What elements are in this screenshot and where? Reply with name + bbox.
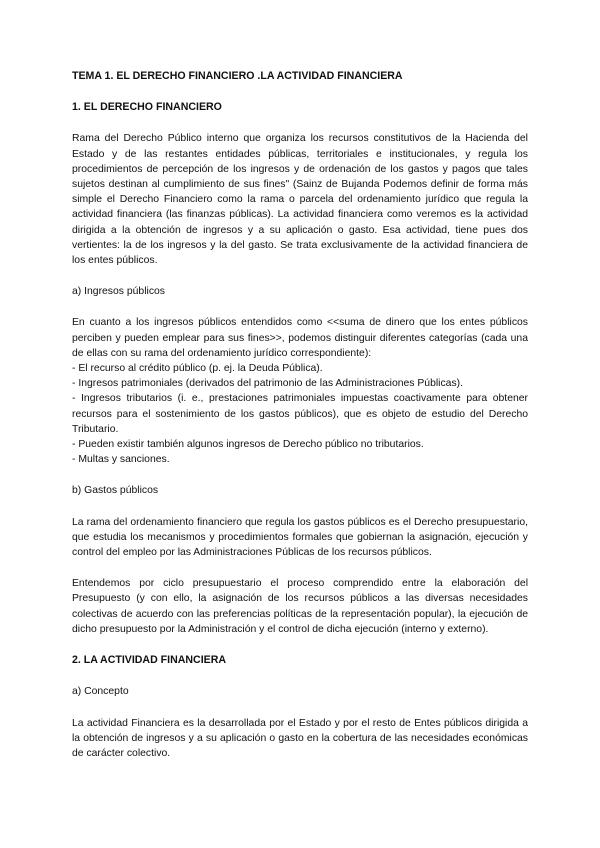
list-item: - Pueden existir también algunos ingresos de Derecho público no tributarios.	[72, 439, 424, 451]
ingresos-list	[72, 361, 528, 467]
section1-paragraph: Rama del Derecho Público interno que organiza los recursos constitutivos de la Hacienda del Estado y de las restantes entidades públicas, territoriales e institucionales, y regula los procedimientos de percepción de los ingresos y de ordenación de los gastos y pagos que tales sujetos destinan al cumplimiento de sus fines" (Sainz de Bujanda Podemos definir de forma más simple el Derecho Financiero como la rama o parcela del ordenamiento jurídico que regula la actividad financiera (las finanzas públicas). La actividad financiera como veremos es la actividad dirigida a la obtención de ingresos y a su aplicación o gasto. Esa actividad, tiene pues dos vertientes: la de los ingresos y la del gasto. Se trata exclusivamente de la actividad financiera de los entes públicos.	[72, 133, 528, 267]
ingresos-intro: En cuanto a los ingresos públicos entendidos como <<suma de dinero que los entes públicos perciben y pueden emplear para sus fines>>, podemos distinguir diferentes categorías (cada una de ellas con su rama del ordenamiento jurídico correspondiente):	[72, 317, 528, 359]
section2-paragraph: La actividad Financiera es la desarrollada por el Estado y por el resto de Entes públicos dirigida a la obtención de ingresos y a su aplicación o gasto en la cobertura de las necesidades económicas de carácter colectivo.	[72, 717, 528, 759]
ingresos-block	[72, 315, 528, 467]
document-title: TEMA 1. EL DERECHO FINANCIERO .LA ACTIVIDAD FINANCIERA	[72, 70, 403, 82]
list-item: - Multas y sanciones.	[72, 454, 170, 466]
gastos-paragraph-2: Entendemos por ciclo presupuestario el proceso comprendido entre la elaboración del Presupuesto (y con ello, la asignación de los recursos públicos a las diversas necesidades colectivas de acuerdo con las preferencias políticas de la representación popular), la ejecución de dicho presupuesto por la Administración y el control de dicha ejecución (interno y externo).	[72, 578, 528, 635]
section2-heading: 2. LA ACTIVIDAD FINANCIERA	[72, 654, 227, 667]
gastos-paragraph-1: La rama del ordenamiento financiero que regula los gastos públicos es el Derecho presupuestario, que estudia los mecanismos y procedimientos formales que gobiernan la asignación, ejecución y control del empleo por las Administraciones Públicas de los recursos públicos.	[72, 516, 528, 559]
section1-heading: 1. EL DERECHO FINANCIERO	[72, 101, 222, 114]
gastos-subheading: b) Gastos públicos	[72, 485, 159, 497]
list-item: - El recurso al crédito público (p. ej. la Deuda Pública).	[72, 363, 323, 375]
concepto-subheading: a) Concepto	[72, 686, 129, 698]
ingresos-subheading: a) Ingresos públicos	[72, 286, 165, 298]
list-item: - Ingresos patrimoniales (derivados del patrimonio de las Administraciones Públicas).	[72, 378, 463, 390]
list-item: - Ingresos tributarios (i. e., prestaciones patrimoniales impuestas coactivamente para obtener recursos para el sostenimiento de los gastos públicos), que es objeto de estudio del Derecho Tributario.	[72, 393, 528, 435]
